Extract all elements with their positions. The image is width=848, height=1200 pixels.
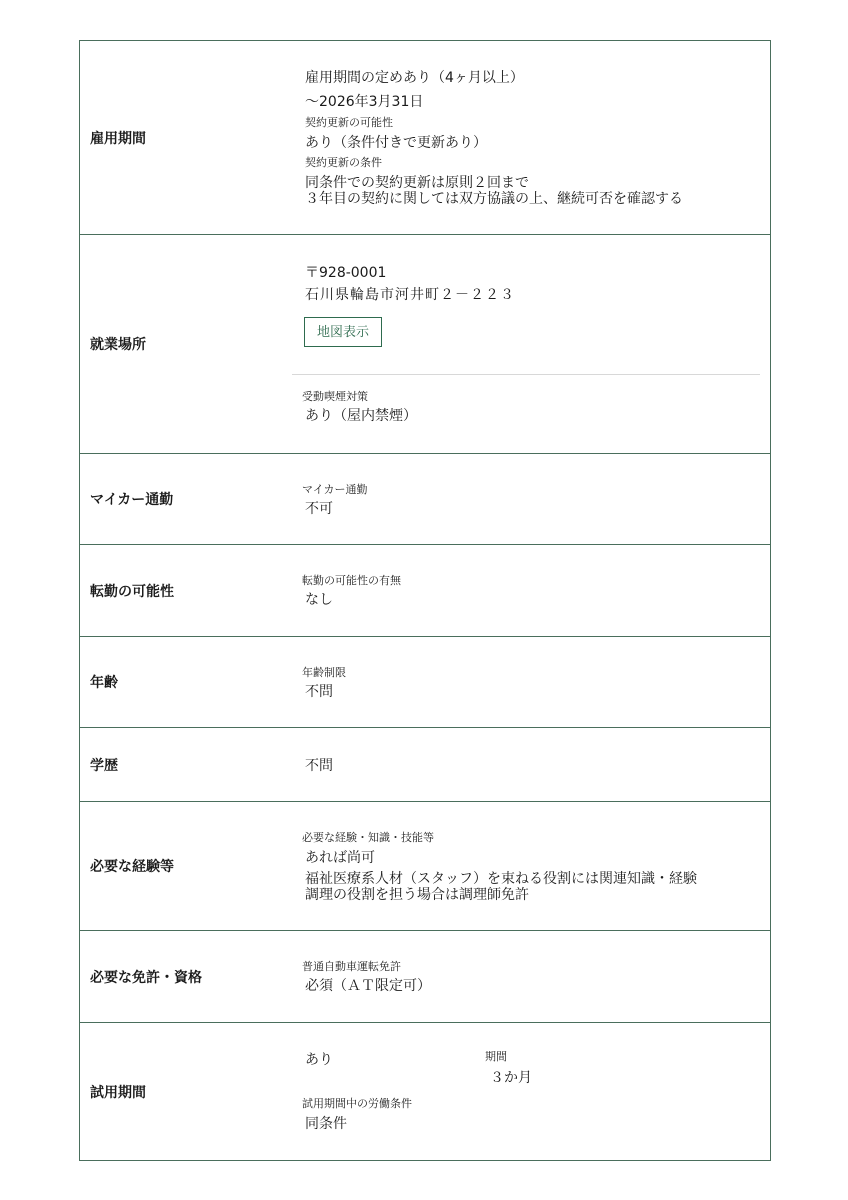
renewal-label: 契約更新の可能性	[305, 116, 393, 129]
employment-period-value: 雇用期間の定めあり（4ヶ月以上）	[305, 70, 524, 86]
row-label: 試用期間	[90, 1084, 146, 1101]
row-label: 必要な経験等	[90, 859, 174, 875]
row-transfer	[80, 545, 770, 637]
row-label: マイカー通勤	[90, 492, 174, 508]
smoking-label: 受動喫煙対策	[302, 390, 368, 403]
experience-value-1: あれば尚可	[305, 850, 375, 866]
row-education	[80, 728, 770, 802]
row-label: 就業場所	[90, 337, 146, 353]
address: 石川県輪島市河井町２－２２３	[305, 287, 515, 303]
trial-period-label: 期間	[485, 1050, 507, 1063]
age-limit-label: 年齢制限	[302, 666, 346, 679]
trial-period-value: ３か月	[490, 1070, 532, 1086]
transfer-value: なし	[305, 592, 333, 608]
car-commute-value: 不可	[305, 501, 333, 517]
smoking-value: あり（屋内禁煙）	[305, 408, 417, 424]
trial-conditions-value: 同条件	[305, 1116, 347, 1132]
row-label: 学歴	[90, 757, 118, 774]
row-label: 雇用期間	[90, 130, 146, 147]
row-trial	[80, 1023, 770, 1161]
divider	[292, 374, 760, 375]
row-experience	[80, 802, 770, 931]
row-license	[80, 931, 770, 1023]
renewal-condition-line2: ３年目の契約に関しては双方協議の上、継続可否を確認する	[305, 191, 683, 207]
row-employment-period	[80, 41, 770, 235]
renewal-value: あり（条件付きで更新あり）	[305, 135, 487, 151]
trial-conditions-label: 試用期間中の労働条件	[302, 1097, 412, 1110]
experience-value-2: 福祉医療系人材（スタッフ）を束ねる役割には関連知識・経験	[305, 871, 697, 887]
license-label: 普通自動車運転免許	[302, 960, 401, 973]
experience-value-3: 調理の役割を担う場合は調理師免許	[305, 887, 529, 903]
renewal-condition-line1: 同条件での契約更新は原則２回まで	[305, 175, 529, 191]
renewal-condition-label: 契約更新の条件	[305, 156, 382, 169]
row-car-commute	[80, 454, 770, 545]
education-value: 不問	[305, 758, 333, 774]
trial-value: あり	[305, 1052, 333, 1068]
transfer-label: 転勤の可能性の有無	[302, 574, 401, 587]
row-label: 必要な免許・資格	[90, 969, 202, 986]
postal-code: 〒928-0001	[305, 265, 387, 281]
age-limit-value: 不問	[305, 684, 333, 700]
license-value: 必須（ＡＴ限定可）	[305, 978, 431, 994]
row-workplace	[80, 235, 770, 454]
job-detail-table	[79, 40, 771, 1161]
map-button[interactable]: 地図表示	[304, 317, 382, 347]
row-label: 転勤の可能性	[90, 583, 174, 600]
employment-period-end: ～2026年3月31日	[305, 94, 424, 110]
row-age	[80, 637, 770, 728]
row-label: 年齢	[90, 675, 118, 691]
experience-label: 必要な経験・知識・技能等	[302, 831, 434, 844]
car-commute-label: マイカー通勤	[302, 483, 368, 496]
